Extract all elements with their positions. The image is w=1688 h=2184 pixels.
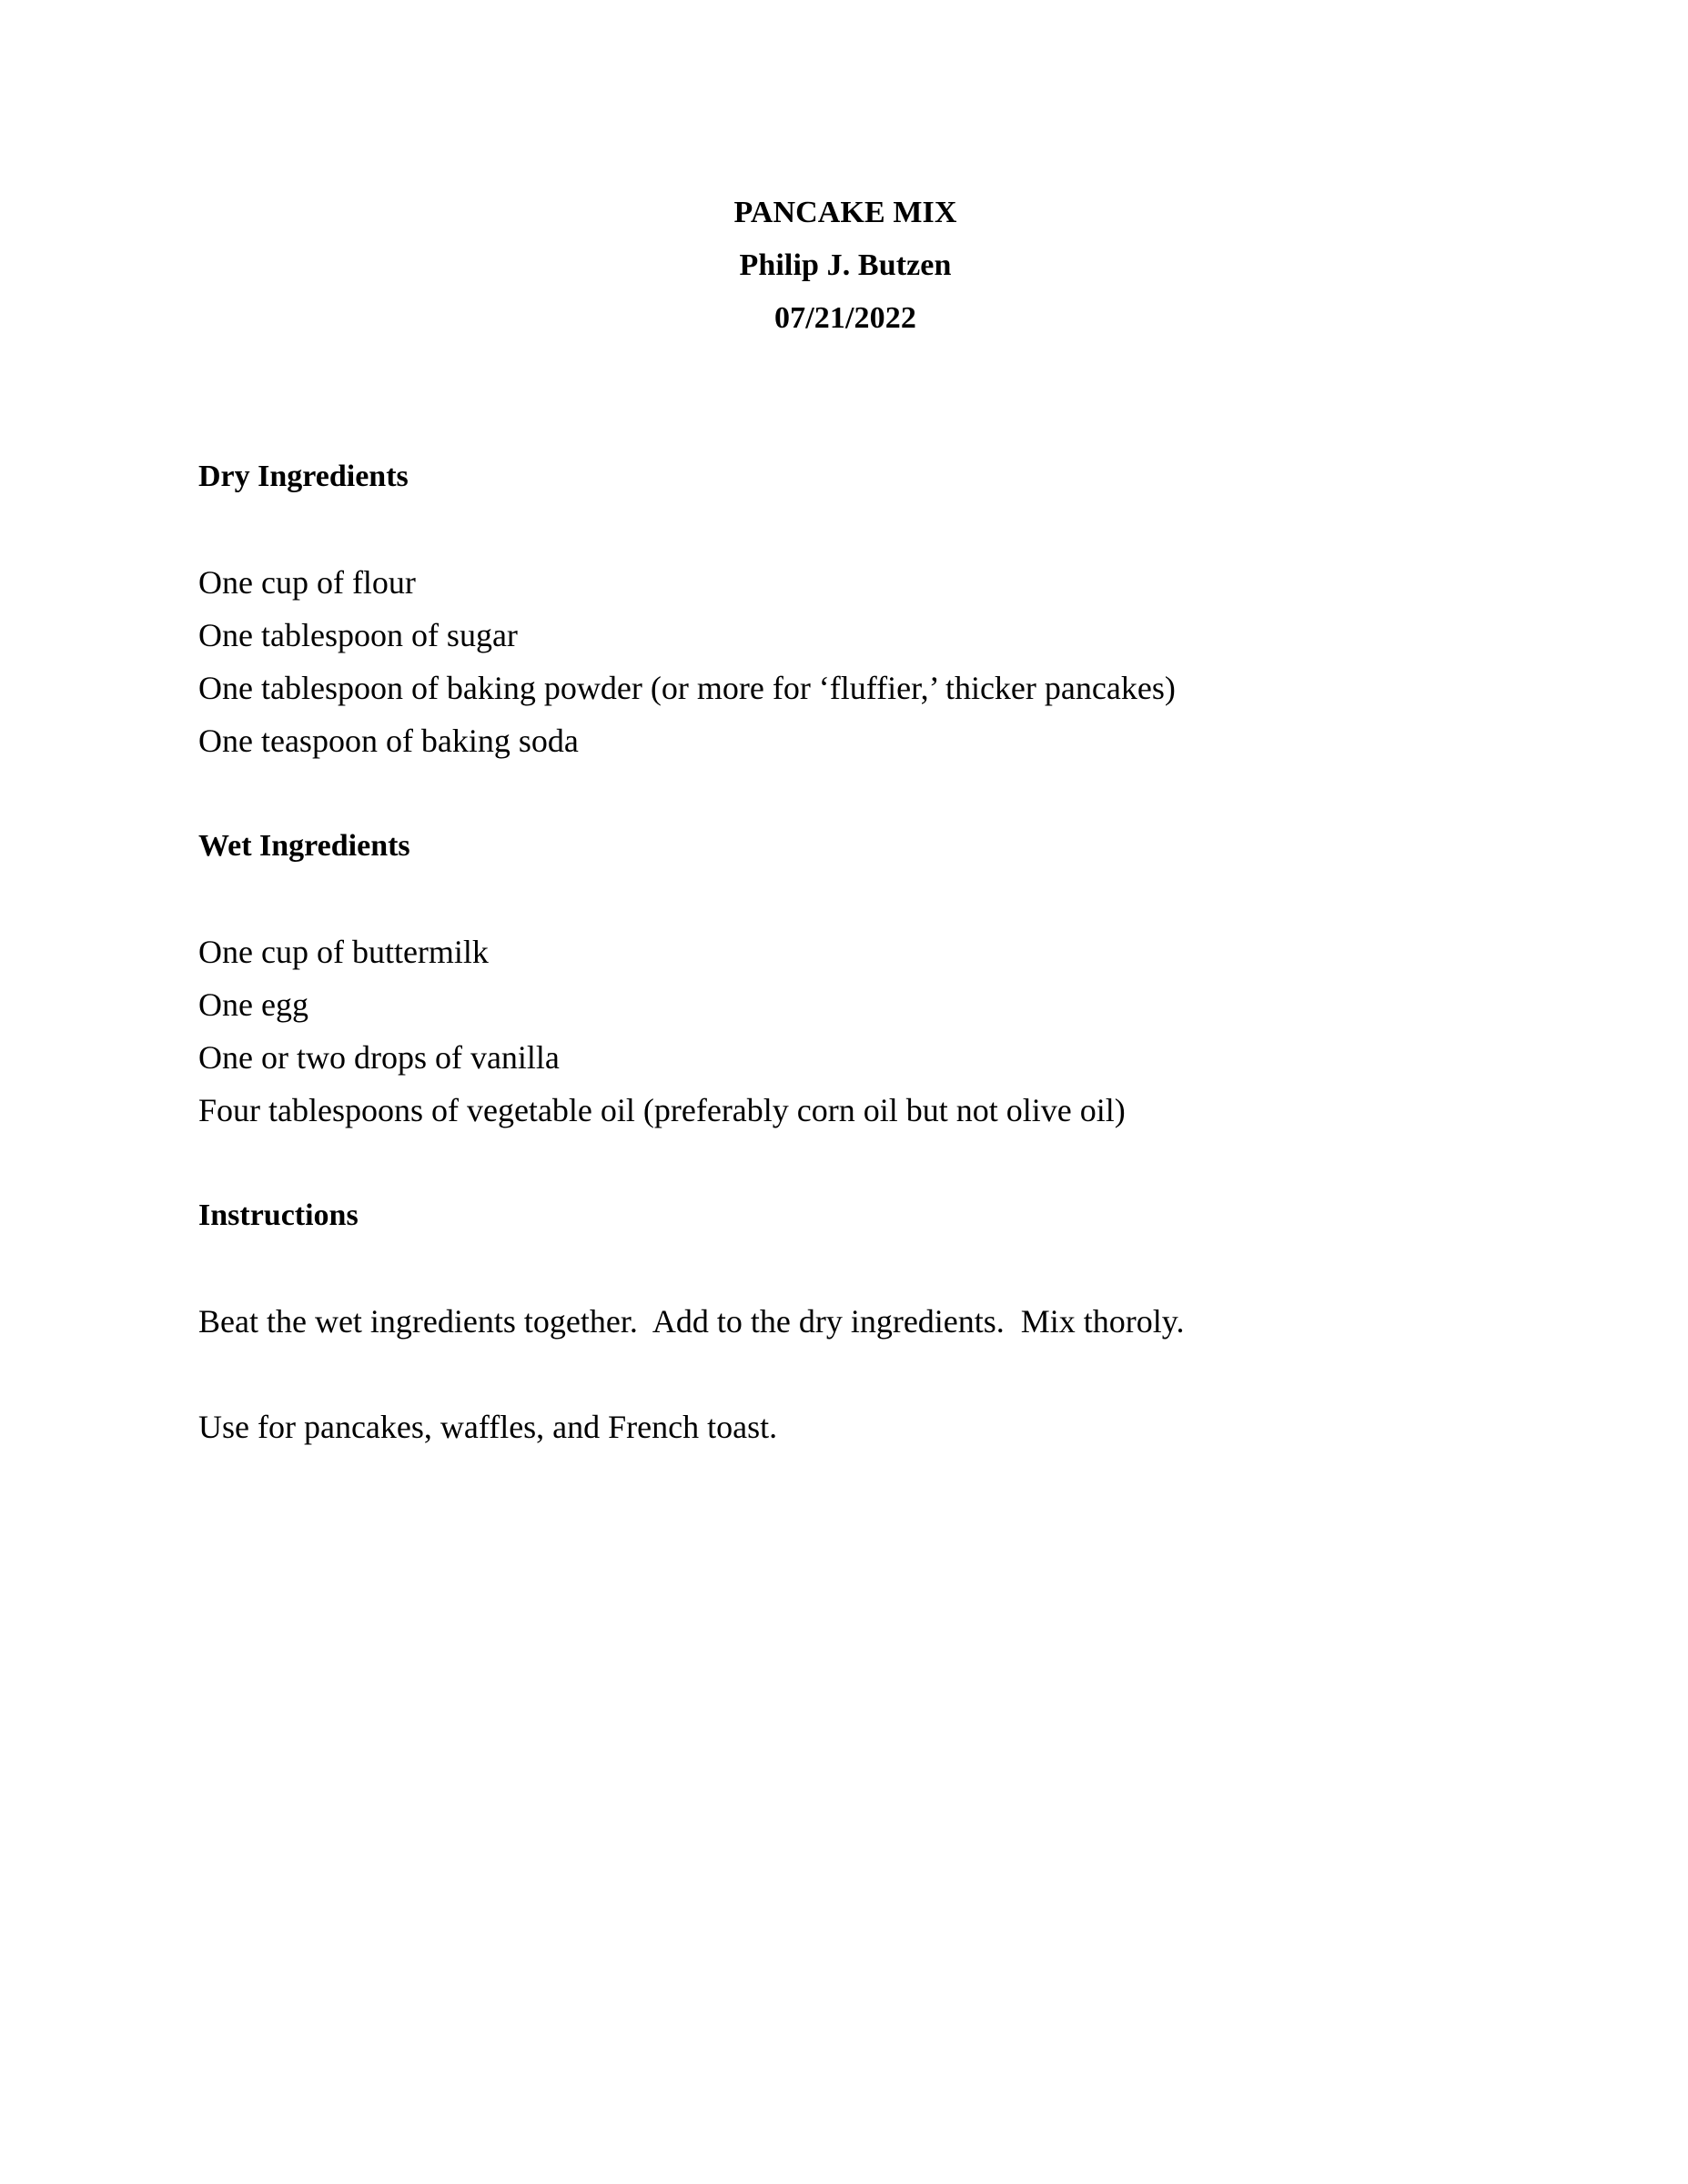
paragraph-gap <box>198 1348 1492 1400</box>
list-item: One cup of flour <box>198 564 416 601</box>
document-date: 07/21/2022 <box>774 301 916 335</box>
section-heading-instructions: Instructions <box>198 1198 359 1232</box>
section-gap <box>198 1137 1492 1189</box>
list-item: One egg <box>198 986 308 1023</box>
heading-gap <box>198 1242 1492 1295</box>
instructions-paragraph: Beat the wet ingredients together. Add to the dry ingredients. Mix thoroly. <box>198 1303 1185 1340</box>
section-heading-wet-ingredients: Wet Ingredients <box>198 829 410 863</box>
title-spacer <box>198 345 1492 450</box>
section-gap <box>198 767 1492 820</box>
list-item: One teaspoon of baking soda <box>198 723 579 759</box>
heading-gap <box>198 503 1492 556</box>
document-title: PANCAKE MIX <box>733 196 957 229</box>
instructions-paragraph: Use for pancakes, waffles, and French toast. <box>198 1409 778 1445</box>
section-heading-dry-ingredients: Dry Ingredients <box>198 460 409 493</box>
heading-gap <box>198 873 1492 925</box>
document-author: Philip J. Butzen <box>739 248 952 282</box>
title-block <box>198 0 1492 345</box>
list-item: Four tablespoons of vegetable oil (preferably corn oil but not olive oil) <box>198 1092 1126 1128</box>
list-item: One or two drops of vanilla <box>198 1039 560 1076</box>
document-content <box>198 0 1492 1453</box>
list-item: One tablespoon of baking powder (or more for ‘fluffier,’ thicker pancakes) <box>198 670 1176 706</box>
list-item: One tablespoon of sugar <box>198 617 518 653</box>
list-item: One cup of buttermilk <box>198 934 489 970</box>
